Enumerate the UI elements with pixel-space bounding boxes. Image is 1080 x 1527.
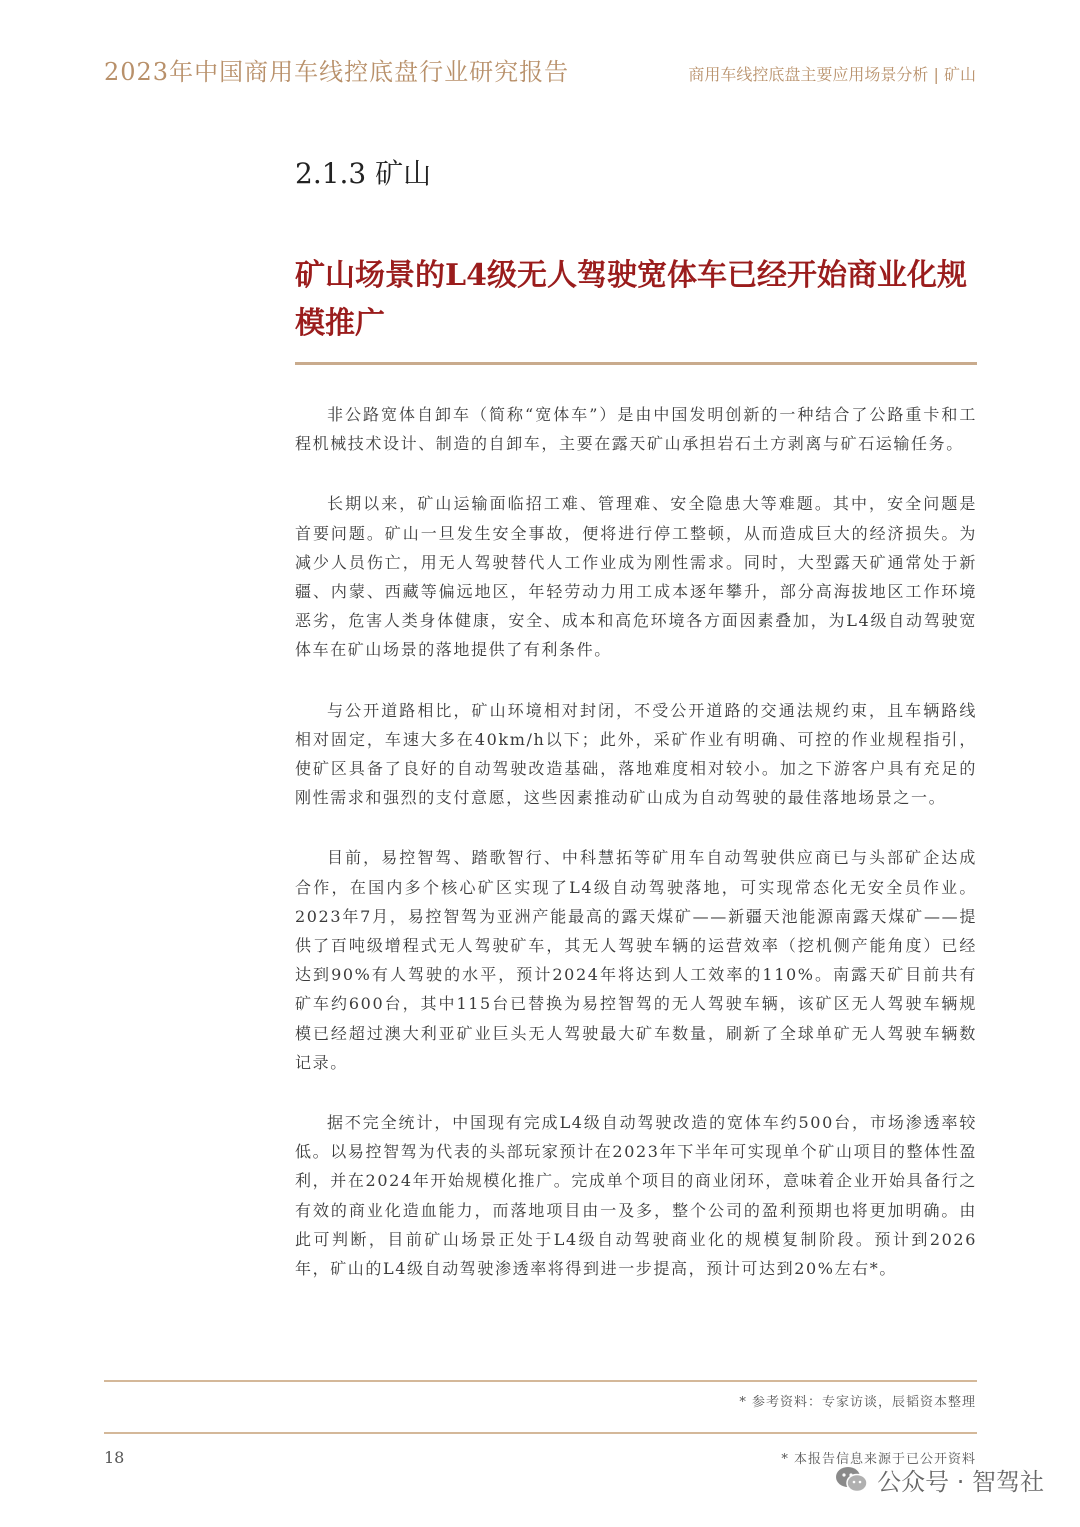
paragraph: 非公路宽体自卸车（简称“宽体车”）是由中国发明创新的一种结合了公路重卡和工程机械技术设计、制造的自卸车，主要在露天矿山承担岩石土方剥离与矿石运输任务。	[295, 405, 977, 454]
wechat-watermark	[835, 1462, 1044, 1497]
paragraph: 据不完全统计，中国现有完成L4级自动驾驶改造的宽体车约500台，市场渗透率较低。以易控智驾为代表的头部玩家预计在2023年下半年可实现单个矿山项目的整体性盈利，并在2024年开始规模化推广。完成单个项目的商业闭环，意味着企业开始具备行之有效的商业化造血能力，而落地项目由一及多，整个公司的盈利预期也将更加明确。由此可判断，目前矿山场景正处于L4级自动驾驶商业化的规模复制阶段。预计到2026年，矿山的L4级自动驾驶渗透率将得到进一步提高，预计可达到20%左右*。	[295, 1113, 977, 1279]
report-title: 2023年中国商用车线控底盘行业研究报告	[104, 58, 570, 86]
footer-divider-bottom	[104, 1432, 977, 1434]
body-text	[295, 400, 977, 1314]
section-breadcrumb: 商用车线控底盘主要应用场景分析 | 矿山	[688, 65, 976, 84]
reference-note: * 参考资料：专家访谈，辰韬资本整理	[739, 1395, 976, 1410]
paragraph: 目前，易控智驾、踏歌智行、中科慧拓等矿用车自动驾驶供应商已与头部矿企达成合作，在国内多个核心矿区实现了L4级自动驾驶落地，可实现常态化无安全员作业。2023年7月，易控智驾为亚洲产能最高的露天煤矿——新疆天池能源南露天煤矿——提供了百吨级增程式无人驾驶矿车，其无人驾驶车辆的运营效率（挖机侧产能角度）已经达到90%有人驾驶的水平，预计2024年将达到人工效率的110%。南露天矿目前共有矿车约600台，其中115台已替换为易控智驾的无人驾驶车辆，该矿区无人驾驶车辆规模已经超过澳大利亚矿业巨头无人驾驶最大矿车数量，刷新了全球单矿无人驾驶车辆数记录。	[295, 848, 977, 1072]
section-headline: 矿山场景的L4级无人驾驶宽体车已经开始商业化规模推广	[295, 258, 967, 341]
paragraph: 长期以来，矿山运输面临招工难、管理难、安全隐患大等难题。其中，安全问题是首要问题。矿山一旦发生安全事故，便将进行停工整顿，从而造成巨大的经济损失。为减少人员伤亡，用无人驾驶替代人工作业成为刚性需求。同时，大型露天矿通常处于新疆、内蒙、西藏等偏远地区，年轻劳动力用工成本逐年攀升，部分高海拔地区工作环境恶劣，危害人类身体健康，安全、成本和高危环境各方面因素叠加，为L4级自动驾驶宽体车在矿山场景的落地提供了有利条件。	[295, 494, 977, 660]
headline-divider	[295, 362, 977, 365]
wechat-account-label: 公众号 · 智驾社	[877, 1468, 1044, 1496]
source-footnote: * 本报告信息来源于已公开资料	[781, 1452, 976, 1467]
page-number: 18	[104, 1448, 125, 1467]
paragraph: 与公开道路相比，矿山环境相对封闭，不受公开道路的交通法规约束，且车辆路线相对固定，车速大多在40km/h以下；此外，采矿作业有明确、可控的作业规程指引，使矿区具备了良好的自动驾驶改造基础，落地难度相对较小。加之下游客户具有充足的刚性需求和强烈的支付意愿，这些因素推动矿山成为自动驾驶的最佳落地场景之一。	[295, 700, 977, 808]
wechat-icon	[835, 1465, 869, 1495]
section-title: 2.1.3 矿山	[295, 157, 432, 190]
footer-divider-top	[104, 1380, 977, 1382]
